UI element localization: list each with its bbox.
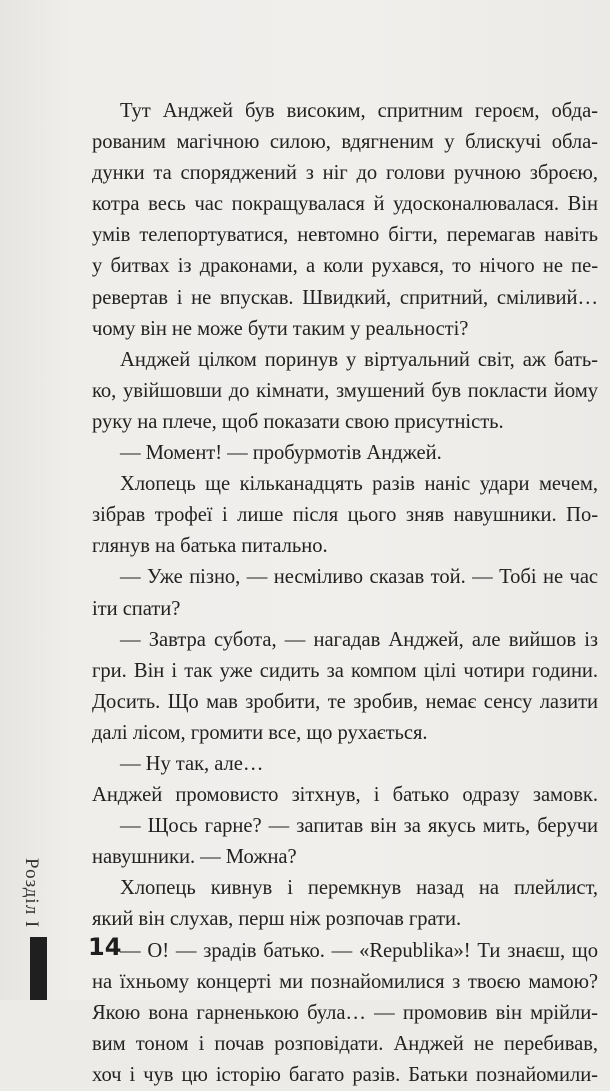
text-line: далі лісом, громити все, що рухається. <box>92 721 428 744</box>
text-line: Анджей промовисто зітхнув, і батько одразу замовк. <box>92 784 598 807</box>
text-line: Анджей цілком поринув у віртуальний світ, аж бать- <box>120 348 598 371</box>
section-label: Розділ І <box>21 858 42 929</box>
text-line: рованим магічною силою, вдягненим у блискучі обла- <box>92 131 598 154</box>
text-line: — Ну так, але… <box>120 752 264 775</box>
text-line: іти спати? <box>92 597 181 620</box>
text-line: гри. Він і так уже сидить за компом цілі чотири години. <box>92 659 598 682</box>
text-line: на їхньому концерті ми познайомилися з твоєю мамою? <box>92 970 598 993</box>
body-text <box>92 96 598 1091</box>
text-line: Тут Анджей був високим, спритним героєм, обда- <box>120 100 598 122</box>
text-line: ревертав і не впускав. Швидкий, спритний, сміливий… <box>92 286 598 309</box>
text-line: який він слухав, перш ніж розпочав грати. <box>92 908 462 931</box>
text-line: навушники. — Можна? <box>92 846 297 869</box>
text-line: — Уже пізно, — несміливо сказав той. — Тобі не час <box>120 566 598 589</box>
text-line: Якою вона гарненькою була… — промовив він мрійли- <box>92 1001 598 1024</box>
text-line: глянув на батька питально. <box>92 535 328 558</box>
text-line: — О! — зрадів батько. — «Republika»! Ти знаєш, що <box>120 939 598 962</box>
text-line: — Щось гарне? — запитав він за якусь мить, беручи <box>120 815 598 838</box>
text-line: Хлопець ще кільканадцять разів наніс удари мечем, <box>120 473 598 496</box>
text-line: чому він не може бути таким у реальності? <box>92 317 469 340</box>
text-line: хоч і чув цю історію багато разів. Батьки познайомили- <box>92 1063 598 1086</box>
text-line: — Завтра субота, — нагадав Анджей, але вийшов із <box>120 628 598 651</box>
page-number: 14 <box>88 933 122 961</box>
text-line: котра весь час покращувалася й удосконалювалася. Він <box>92 193 598 216</box>
text-line: дунки та споряджений з ніг до голови ручною зброєю, <box>92 162 598 185</box>
text-line: — Момент! — пробурмотів Анджей. <box>120 442 442 465</box>
text-line: умів телепортуватися, невтомно бігти, перемагав навіть <box>92 224 598 247</box>
text-line: у битвах із драконами, а коли рухався, то нічого не пе- <box>92 255 598 278</box>
text-line: Хлопець кивнув і перемкнув назад на плейлист, <box>120 877 598 900</box>
text-line: руку на плече, щоб показати свою присутність. <box>92 410 504 433</box>
section-marker-bar <box>30 937 47 1000</box>
text-line: зібрав трофеї і лише після цього зняв навушники. По- <box>92 504 598 527</box>
text-line: вим тоном і почав розповідати. Анджей не перебивав, <box>92 1032 598 1055</box>
text-line: ко, увійшовши до кімнати, змушений був покласти йому <box>92 379 598 402</box>
text-line: Досить. Що мав зробити, те зробив, немає сенсу лазити <box>92 690 598 713</box>
